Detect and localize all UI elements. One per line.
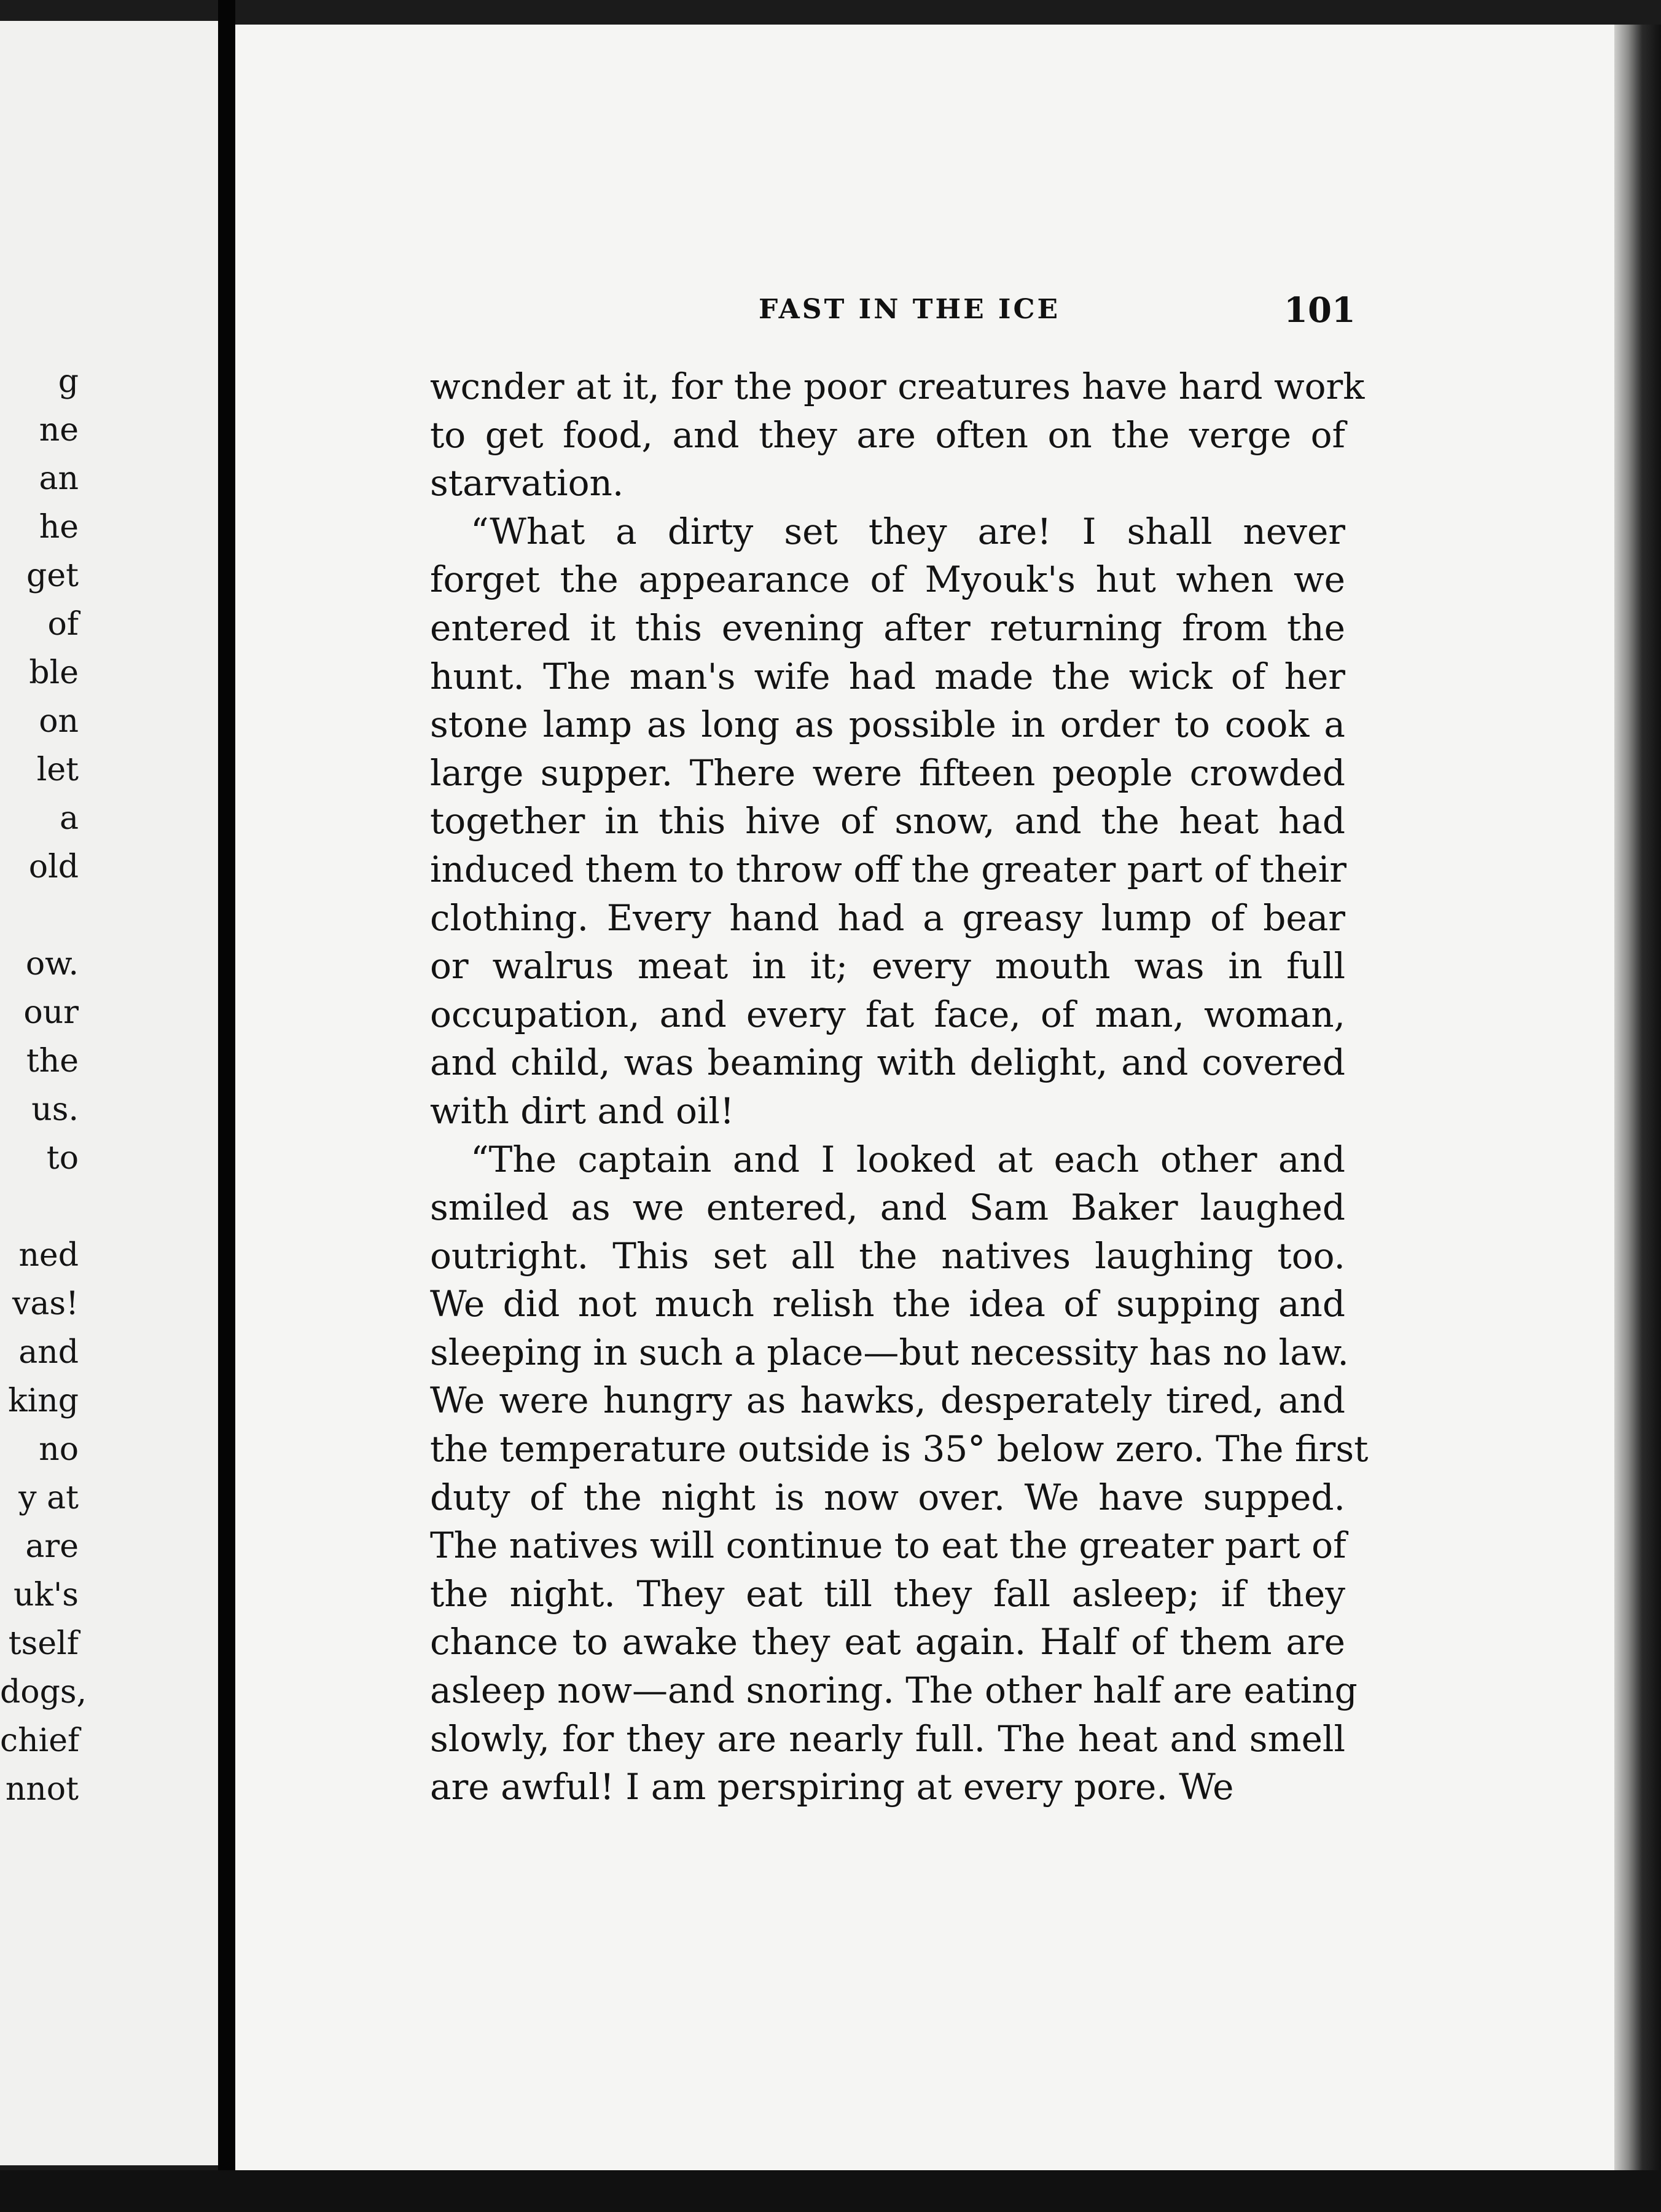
text-line: large supper. There were fifteen people crowded <box>430 751 1345 794</box>
text-line: slowly, for they are nearly full. The heat and smell <box>430 1717 1345 1760</box>
left-page-fragment: no <box>39 1431 79 1468</box>
text-line: the night. They eat till they fall asleep; if they <box>430 1572 1345 1615</box>
text-line: smiled as we entered, and Sam Baker laughed <box>430 1186 1345 1229</box>
left-page-fragment: the <box>26 1043 79 1080</box>
text-line: induced them to throw off the greater part of their <box>430 848 1347 890</box>
book-gutter <box>218 0 235 2212</box>
left-page-fragment: ow. <box>25 946 79 982</box>
left-page-fragment: let <box>36 751 79 788</box>
left-page-fragment: king <box>8 1382 79 1419</box>
left-page-fragment: a <box>59 800 79 837</box>
left-page-fragment: nnot <box>5 1771 79 1808</box>
text-line: The natives will continue to eat the greater part of <box>430 1524 1346 1567</box>
text-line: sleeping in such a place—but necessity has no law. <box>430 1331 1349 1373</box>
text-line: forget the appearance of Myouk's hut when we <box>430 559 1345 601</box>
text-line: with dirt and oil! <box>430 1089 735 1132</box>
text-line: wcnder at it, for the poor creatures have hard work <box>430 366 1365 407</box>
left-page-fragment: of <box>47 606 79 643</box>
text-line: “The captain and I looked at each other and <box>471 1138 1345 1180</box>
left-page-fragment: our <box>23 994 79 1031</box>
text-line: together in this hive of snow, and the heat had <box>430 800 1345 842</box>
left-page-fragment: on <box>39 703 79 740</box>
left-page-fragment: an <box>39 460 79 497</box>
left-page-fragment: chief <box>0 1722 80 1759</box>
left-page-fragment: and <box>18 1334 79 1371</box>
text-line: are awful! I am perspiring at every pore. We <box>430 1766 1234 1808</box>
left-page-fragment: ned <box>18 1237 79 1274</box>
text-line: occupation, and every fat face, of man, woman, <box>430 993 1345 1035</box>
text-line: to get food, and they are often on the verge of <box>430 414 1345 456</box>
left-page-cropped <box>0 21 218 2165</box>
page-edge-shadow <box>1614 25 1661 2170</box>
text-line: clothing. Every hand had a greasy lump of bear <box>430 896 1345 939</box>
left-page-fragment: vas! <box>12 1285 79 1322</box>
text-line: outright. This set all the natives laughing too. <box>430 1234 1345 1277</box>
text-line: We did not much relish the idea of supping and <box>430 1283 1345 1325</box>
left-page-fragment: g <box>58 363 79 400</box>
text-line: chance to awake they eat again. Half of them are <box>430 1621 1345 1663</box>
left-page-fragment: to <box>46 1140 79 1177</box>
page-number: 101 <box>1284 290 1356 331</box>
text-line: starvation. <box>430 462 624 504</box>
left-page-fragment: he <box>39 509 79 546</box>
text-line: and child, was beaming with delight, and covered <box>430 1041 1345 1084</box>
left-page-fragment: us. <box>31 1091 79 1128</box>
text-line: asleep now—and snoring. The other half are eating <box>430 1669 1358 1712</box>
body-text <box>430 363 1369 1811</box>
text-line: duty of the night is now over. We have supped. <box>430 1476 1345 1518</box>
left-page-fragment: ne <box>39 412 79 449</box>
left-page-fragment: y at <box>18 1480 79 1516</box>
running-head: FAST IN THE ICE <box>759 294 1061 325</box>
left-page-fragment: dogs, <box>0 1674 87 1711</box>
text-line: the temperature outside is 35° below zero. The first <box>430 1428 1369 1470</box>
scan-bottom-border <box>0 2170 1661 2212</box>
text-line: “What a dirty set they are! I shall never <box>471 510 1345 552</box>
text-line: hunt. The man's wife had made the wick of her <box>430 655 1345 697</box>
text-line: entered it this evening after returning from the <box>430 606 1345 649</box>
left-page-fragment: uk's <box>14 1577 79 1614</box>
text-line: stone lamp as long as possible in order to cook a <box>430 704 1345 746</box>
text-line: or walrus meat in it; every mouth was in full <box>430 945 1345 987</box>
left-page-fragment: get <box>26 557 79 594</box>
left-page-fragment: old <box>28 849 79 885</box>
left-page-fragment: tself <box>8 1625 79 1662</box>
left-page-fragment: ble <box>29 654 79 691</box>
text-line: We were hungry as hawks, desperately tired, and <box>430 1379 1345 1422</box>
left-page-fragment: are <box>25 1528 79 1565</box>
